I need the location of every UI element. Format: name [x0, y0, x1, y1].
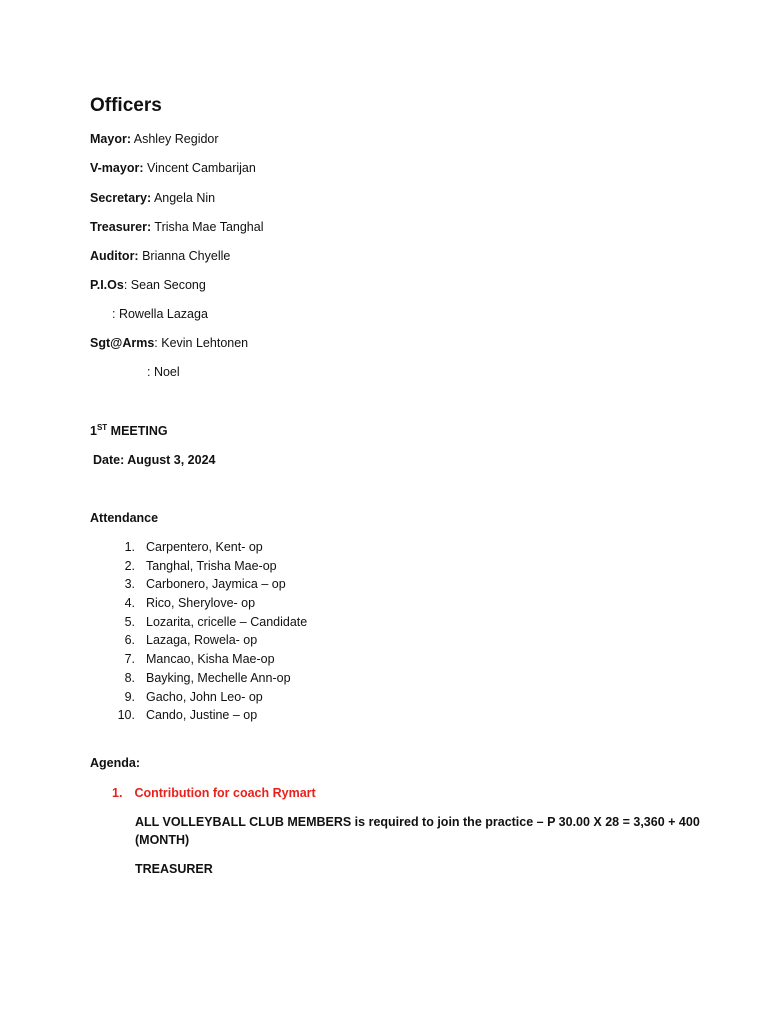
list-item [90, 575, 307, 594]
officer-value: Angela Nin [151, 191, 216, 205]
officer-label: Auditor: [90, 249, 139, 263]
list-text: Rico, Sherylove- op [146, 596, 256, 611]
list-number: 3. [124, 577, 135, 592]
list-text: Carpentero, Kent- op [146, 540, 263, 554]
list-text: Lozarita, cricelle – Candidate [146, 614, 308, 629]
meeting-number: 1 [90, 424, 97, 438]
agenda-item [112, 785, 316, 801]
agenda-item-title: Contribution for coach Rymart [134, 786, 316, 800]
meeting-date: Date: August 3, 2024 [93, 453, 216, 467]
officer-value: Brianna Chyelle [138, 249, 231, 263]
list-text: Tanghal, Trisha Mae-op [146, 558, 277, 573]
meeting-number-suffix: ST [96, 422, 108, 432]
officer-value: : Kevin Lehtonen [154, 336, 249, 350]
list-number: 4. [124, 596, 135, 611]
attendance-heading: Attendance [90, 511, 159, 525]
officer-row-sgt-at-arms-2 [147, 364, 180, 380]
list-item [90, 613, 307, 632]
officer-value: Ashley Regidor [130, 132, 219, 146]
agenda-item-number: 1. [112, 786, 123, 800]
list-text: Lazaga, Rowela- op [146, 633, 258, 648]
list-item [90, 688, 307, 707]
officer-label: P.I.Os [90, 278, 124, 292]
list-item [90, 631, 307, 650]
officer-row-vice-mayor [90, 160, 256, 176]
officer-row-secretary [90, 190, 215, 206]
list-number: 5. [124, 614, 135, 629]
list-item [90, 650, 307, 669]
officer-row-treasurer [90, 219, 264, 235]
officer-row-auditor [90, 248, 230, 264]
meeting-heading [90, 423, 168, 439]
officer-label: Sgt@Arms [90, 336, 155, 350]
agenda-body-line-1: ALL VOLLEYBALL CLUB MEMBERS is required to join the practice – P 30.00 X 28 = 3,360 + 400 [135, 815, 700, 829]
officer-value: Vincent Cambarijan [143, 161, 256, 175]
list-number: 6. [124, 633, 135, 648]
officers-heading: Officers [90, 95, 162, 116]
meeting-label: MEETING [107, 424, 168, 438]
list-item [90, 669, 307, 688]
list-number: 10. [117, 708, 135, 723]
list-text: Gacho, John Leo- op [146, 689, 263, 704]
officer-label: V-mayor: [90, 161, 144, 175]
officer-value: : Rowella Lazaga [112, 307, 208, 321]
officer-value: Trisha Mae Tanghal [151, 220, 264, 234]
officer-value: : Sean Secong [123, 278, 206, 292]
officer-row-sgt-at-arms [90, 335, 248, 351]
agenda-footer-treasurer: TREASURER [135, 862, 213, 876]
list-number: 1. [124, 540, 135, 554]
list-item [90, 557, 307, 576]
officer-row-pios-2 [112, 306, 208, 322]
agenda-heading: Agenda: [90, 756, 140, 770]
attendance-list [90, 538, 307, 725]
officer-row-pios [90, 277, 206, 293]
list-number: 8. [124, 670, 135, 685]
officer-label: Secretary: [90, 191, 152, 205]
list-item [90, 538, 307, 557]
agenda-body-line-2: (MONTH) [135, 833, 190, 847]
officer-label: Mayor: [90, 132, 131, 146]
list-number: 2. [124, 558, 135, 573]
list-text: Carbonero, Jaymica – op [146, 577, 286, 592]
list-item [90, 594, 307, 613]
list-item [90, 706, 307, 725]
officer-label: Treasurer: [90, 220, 152, 234]
list-text: Cando, Justine – op [146, 708, 258, 723]
list-text: Bayking, Mechelle Ann-op [146, 670, 291, 685]
list-number: 7. [124, 652, 135, 667]
officer-row-mayor [90, 131, 219, 147]
list-text: Mancao, Kisha Mae-op [146, 652, 275, 667]
list-number: 9. [124, 689, 135, 704]
officer-value: : Noel [147, 365, 180, 379]
